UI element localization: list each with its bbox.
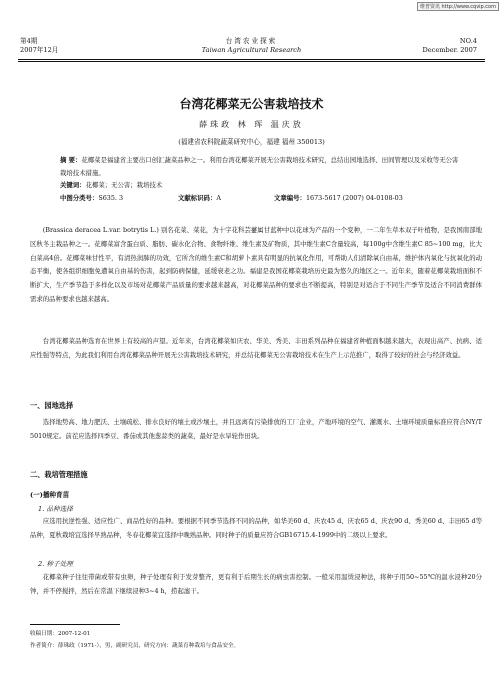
footnote-block (30, 629, 239, 652)
item-seed-treatment-heading: 2. 种子处理 (38, 560, 73, 568)
doc-code-label: 文献标识码： (178, 193, 217, 202)
doc-code-group (178, 192, 274, 205)
clc-group (60, 192, 178, 205)
running-header-right (422, 37, 477, 55)
footnote-author-info: 作者简介：薛珠政（1971-），男，副研究员，研究方向：蔬菜育种栽培与食品安全。 (30, 642, 240, 649)
article-no-group (274, 192, 403, 205)
article-no-label: 文章编号： (274, 193, 306, 202)
source-watermark-stamp: 维普资讯 http://www.cqvip.com (417, 2, 499, 11)
article-no-value: 1673-5617 (2007) 04-0108-03 (305, 193, 403, 202)
clc-label: 中图分类号： (60, 193, 99, 202)
keywords-line (60, 179, 460, 192)
abstract-paragraph (60, 154, 460, 179)
header-journal-en: Taiwan Agricultural Research (201, 46, 302, 54)
doc-code-value: A (216, 193, 221, 202)
intro-paragraph-2: 台湾花椰菜品种选育在世界上有较高的声望。近年来，台湾花椰菜如庆农、华美、秀美、丰田系列品种在福建省种植面积越来越大，表现出高产、抗病、适应性强等特点，为此我们利用台湾花椰菜品种开展无公害栽培技术研究，并总结花椰菜无公害栽培技术在生产上示范推广，取得了较好的社会与经济效益。 (30, 337, 482, 359)
article-title: 台湾花椰菜无公害栽培技术 (179, 97, 324, 111)
item-variety-heading: 1. 品种选择 (38, 505, 73, 513)
article-authors: 薛珠政 林 珲 温庆放 (199, 120, 304, 129)
abstract-label: 摘 要： (60, 156, 82, 164)
subsection-seedling-heading: (一)播种育苗 (30, 491, 70, 499)
item-seed-treatment-text: 花椰菜种子往往带菌或带有虫卵，种子处理有利于发芽整齐，更有利于后期生长的病虫害控制。一般采用温烫浸种法，将种子用50~55℃的温水浸种20分钟，并不停搅拌，然后在常温下继续浸种3~4 h，捞起滤干。 (30, 573, 482, 595)
abstract-block (60, 154, 460, 204)
section-1-heading: 一、园地选择 (30, 401, 74, 410)
section-1-text: 选择地势高、地力肥沃、土壤疏松、排水良好的壤土或沙壤土，并且远离有污染排放的工厂企业，产地环境的空气、灌溉水、土壤环境质量标准应符合NY/T 5010规定。前茬应选择四季豆、番茄或其他葱蒜类的蔬菜，最好是水旱轮作田块。 (30, 418, 482, 440)
header-date-right: December. 2007 (422, 46, 477, 54)
author-affiliation: (福建省农科院蔬菜研究中心，福建 福州 350013) (178, 138, 325, 146)
classification-line (60, 192, 460, 205)
item-variety-text: 应选用抗逆性强、适应性广、商品性好的品种。要根据不同季节选择不同的品种，如华美60 d、庆农45 d、庆农65 d、庆农90 d、秀美60 d、丰田65 d等品种，夏秋栽培宜选择早熟品种，冬春花椰菜宜选择中晚熟品种。同时种子的质量应符合GB16715.4-1999中的二级以上要求。 (30, 517, 482, 539)
header-journal-cn: 台湾农业探索 (225, 37, 278, 45)
header-rule-thin (18, 61, 485, 62)
section-2-heading: 二、栽培管理措施 (30, 470, 88, 479)
abstract-text: 花椰菜是福建省主要出口创汇蔬菜品种之一。利用台湾花椰菜开展无公害栽培技术研究，总结出园地选择、田间管理以及采收等无公害栽培技术措施。 (60, 156, 459, 177)
intro-paragraph-1: (Brassica deracea L.var. botrytis L.) 别名花菜、菜花，为十字花科芸薹属甘蓝种中以花球为产品的一个变种，一二年生草本双子叶植物，是我国南部地区秋冬主栽品种之一。花椰菜富含蛋白质、脂肪、碳水化合物、食物纤维、维生素及矿物质，其中维生素C含量较高，每100g中含维生素C 85~100 mg，比大白菜高4倍。花椰菜味甘性平，有清热润肺的功效，它所含的维生素C和胡萝卜素具有明显的抗氧化作用，可帮助人们清除氧自由基，维护体内氧化与抗氧化的动态平衡，使各组织细胞免遭氧自由基的伤害，起到防病保健，延缓衰老之功。福建是我国花椰菜栽培历史最为悠久的地区之一。近年来，随着花椰菜栽培面积不断扩大，生产季节趋于多样化以及市场对花椰菜产品质量的要求越来越高，对花椰菜品种的要求也不断提高，特别是对适合于不同生产季节及适合不同消费群体需求的品种要求也越来越高。 (30, 226, 482, 303)
keywords-text: 花椰菜；无公害；栽培技术 (85, 181, 163, 189)
header-issue-right: NO.4 (459, 37, 477, 45)
header-rule (18, 59, 485, 60)
clc-value: S635. 3 (98, 193, 124, 202)
header-date-left: 2007年12月 (20, 46, 59, 54)
header-issue-left: 第4期 (20, 37, 38, 45)
keywords-label: 关键词： (60, 181, 86, 189)
footnote-received: 收稿日期：2007-12-01 (30, 631, 91, 637)
footnote-rule (30, 624, 120, 625)
